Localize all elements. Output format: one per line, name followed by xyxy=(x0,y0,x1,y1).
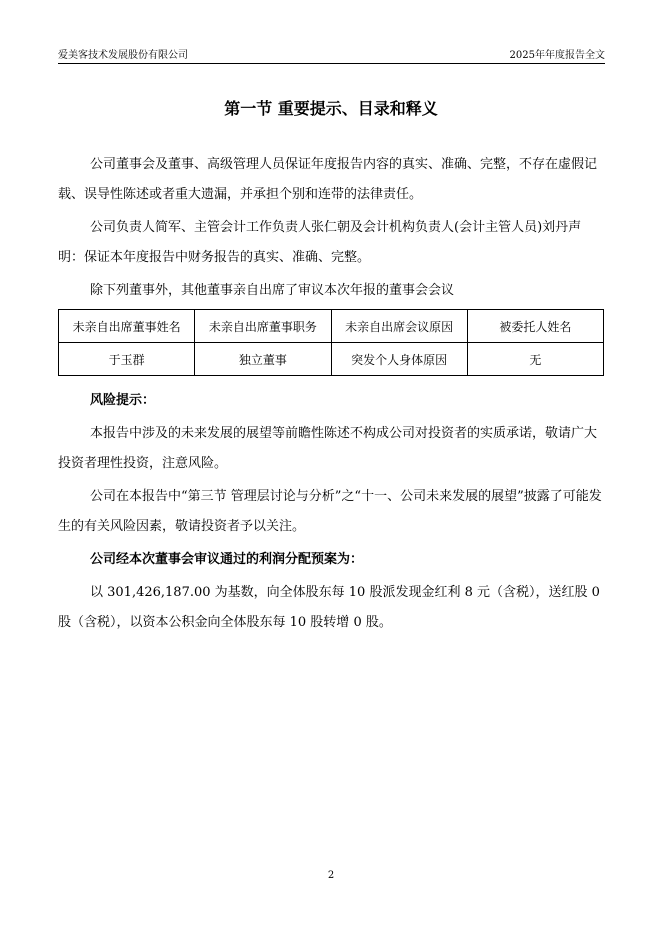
table-cell: 于玉群 xyxy=(59,343,195,376)
absent-directors-table xyxy=(58,309,604,376)
page-number: 2 xyxy=(327,870,335,881)
table-cell: 突发个人身体原因 xyxy=(331,343,467,376)
table-header-row xyxy=(59,310,604,343)
paragraph-absent-directors: 除下列董事外，其他董事亲自出席了审议本次年报的董事会会议 xyxy=(90,283,455,298)
paragraph-risk-factors: 公司在本报告中“第三节 管理层讨论与分析”之“十一、公司未来发展的展望”披露了可能发生的有关风险因素，敬请投资者予以关注。 xyxy=(58,489,602,534)
header-rule xyxy=(58,63,605,64)
table-header-cell: 未亲自出席会议原因 xyxy=(331,310,467,343)
section-title: 第一节 重要提示、目录和释义 xyxy=(224,99,438,118)
table-row xyxy=(59,343,604,376)
paragraph-board-guarantee: 公司董事会及董事、高级管理人员保证年度报告内容的真实、准确、完整，不存在虚假记载、误导性陈述或者重大遗漏，并承担个别和连带的法律责任。 xyxy=(58,157,598,202)
paragraph-dividend-plan: 以 301,426,187.00 为基数，向全体股东每 10 股派发现金红利 8 元（含税），送红股 0 股（含税），以资本公积金向全体股东每 10 股转增 0 股。 xyxy=(58,585,600,630)
header-company: 爱美客技术发展股份有限公司 xyxy=(58,50,188,61)
risk-heading: 风险提示： xyxy=(90,393,156,408)
paragraph-responsible-persons: 公司负责人简军、主管会计工作负责人张仁朝及会计机构负责人(会计主管人员)刘丹声明：保证本年度报告中财务报告的真实、准确、完整。 xyxy=(58,220,582,265)
table-header-cell: 未亲自出席董事职务 xyxy=(195,310,331,343)
header-report-title: 2025年年度报告全文 xyxy=(509,50,605,61)
table-header-cell: 被委托人姓名 xyxy=(467,310,603,343)
table-cell: 无 xyxy=(467,343,603,376)
table-header-cell: 未亲自出席董事姓名 xyxy=(59,310,195,343)
paragraph-risk-forward-looking: 本报告中涉及的未来发展的展望等前瞻性陈述不构成公司对投资者的实质承诺，敬请广大投资者理性投资，注意风险。 xyxy=(58,426,598,471)
table-cell: 独立董事 xyxy=(195,343,331,376)
dividend-heading: 公司经本次董事会审议通过的利润分配预案为： xyxy=(90,552,364,567)
